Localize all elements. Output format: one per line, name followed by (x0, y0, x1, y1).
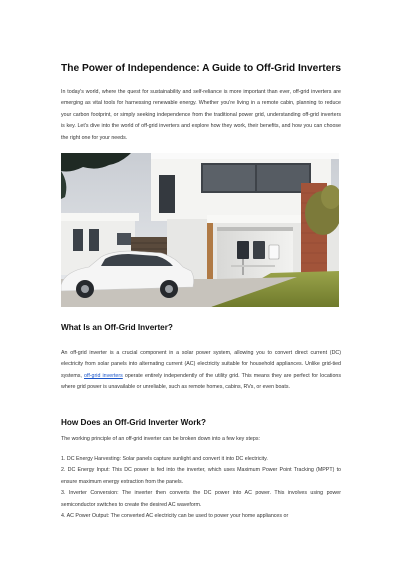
list-item: 3. Inverter Conversion: The inverter then converts the DC power into AC power. This involves using power semiconductor switches to create the desired AC waveform. (61, 490, 341, 508)
off-grid-inverters-link[interactable]: off-grid inverters (84, 372, 123, 379)
intro-paragraph: In today's world, where the quest for sustainability and self-reliance is more important than ever, off-grid inverters are emerging as vital tools for harnessing renewable energy. Whether you're living in a remote cabin, planning to reduce your carbon footprint, or simply seeking independence from the traditional power grid, understanding off-grid inverters is key. Let's dive into the world of off-grid inverters and explore how they work, their benefits, and how you can choose the right one for your needs. (61, 89, 341, 141)
section-how-lead-paragraph: The working principle of an off-grid inverter can be broken down into a few key steps: (61, 436, 260, 442)
hero-image-modern-house (61, 153, 339, 307)
section-heading-what-is: What Is an Off-Grid Inverter? (61, 323, 173, 332)
list-item: 1. DC Energy Harvesting: Solar panels capture sunlight and convert it into DC electricity. (61, 456, 268, 462)
paragraph-text-after-link: operate entirely independently of the utility grid. This means they are perfect for locations where grid power is unavailable or unreliable, such as remote homes, cabins, RVs, or even boats. (61, 372, 341, 391)
list-item: 2. DC Energy Input: This DC power is fed into the inverter, which uses Maximum Power Point Tracking (MPPT) to ensure maximum energy extraction from the panels. (61, 467, 341, 485)
article-title: The Power of Independence: A Guide to Off-Grid Inverters (61, 63, 341, 74)
paragraph-text-before-link: An off-grid inverter is a crucial component in a solar power system, allowing you to convert direct current (DC) electricity from solar panels into alternating current (AC) electricity suitable for household appliances. Unlike grid-tied systems, (61, 350, 341, 379)
section-heading-how-works: How Does an Off-Grid Inverter Work? (61, 418, 206, 427)
list-item: 4. AC Power Output: The converted AC electricity can be used to power your home appliances or (61, 513, 289, 520)
steps-list (61, 454, 341, 522)
section-what-is-paragraph (61, 348, 341, 394)
